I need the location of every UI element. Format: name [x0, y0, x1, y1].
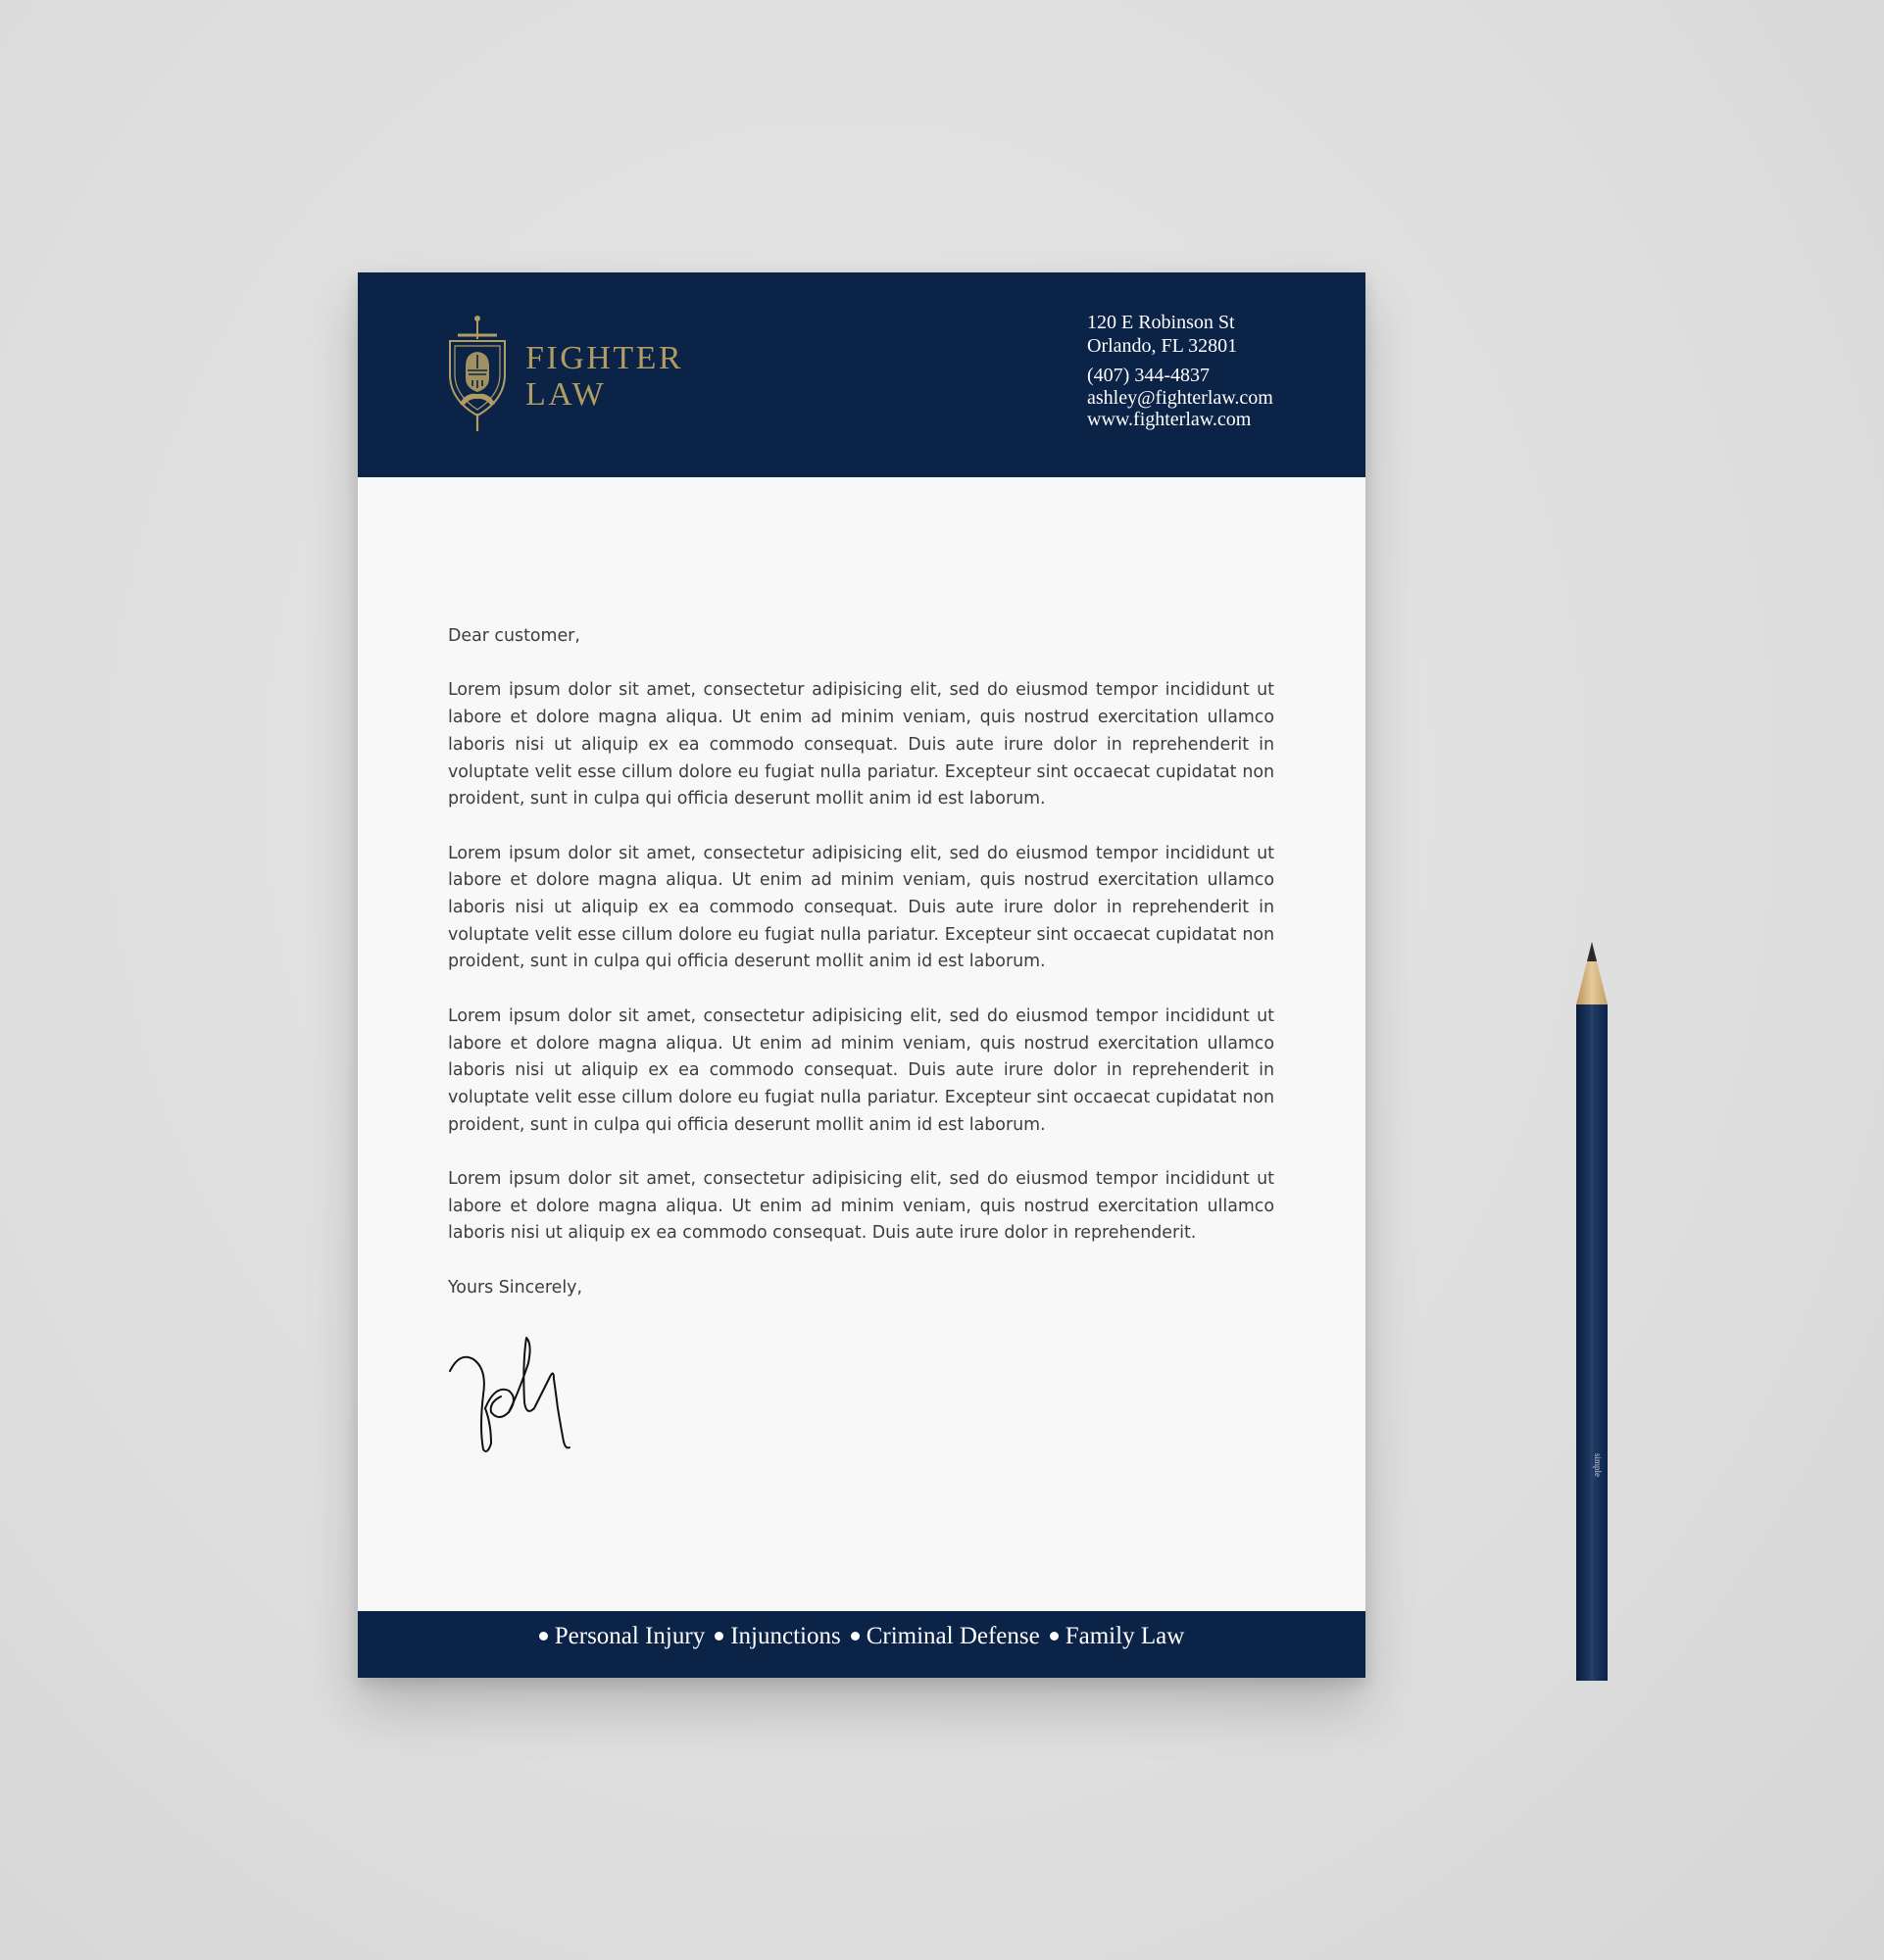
brand-wordmark	[525, 340, 683, 413]
service-label: Injunctions	[730, 1623, 841, 1649]
letter-closing: Yours Sincerely,	[448, 1277, 582, 1298]
pencil-icon	[1572, 936, 1611, 1681]
website-url: www.fighterlaw.com	[1087, 409, 1252, 430]
service-label: Family Law	[1065, 1623, 1185, 1649]
bullet-icon	[851, 1632, 860, 1641]
pencil-imprint: simple	[1593, 1453, 1603, 1477]
email-address: ashley@fighterlaw.com	[1087, 387, 1273, 409]
letter-paragraph: Lorem ipsum dolor sit amet, consectetur adipisicing elit, sed do eiusmod tempor incididunt ut labore et dolore magna aliqua. Ut enim ad minim veniam, quis nostrud exercitation ullamco laboris nisi ut aliquip ex ea commodo consequat. Duis aute irure dolor in reprehenderit in voluptate velit esse cillum dolore eu fugiat nulla pariatur. Excepteur sint occaecat cupidatat non proident, sunt in culpa qui officia deserunt mollit anim id est laborum.	[448, 680, 1274, 809]
service-item	[715, 1623, 841, 1650]
service-item	[1050, 1623, 1185, 1650]
bullet-icon	[1050, 1632, 1059, 1641]
brand-name-line2: LAW	[525, 376, 607, 413]
service-item	[851, 1623, 1040, 1650]
handwritten-signature-icon	[448, 1334, 575, 1455]
address-line2: Orlando, FL 32801	[1087, 335, 1238, 357]
letter-body	[448, 623, 1274, 1329]
bullet-icon	[715, 1632, 723, 1641]
letter-greeting: Dear customer,	[448, 626, 580, 646]
bullet-icon	[539, 1632, 548, 1641]
letter-paragraph: Lorem ipsum dolor sit amet, consectetur adipisicing elit, sed do eiusmod tempor incididunt ut labore et dolore magna aliqua. Ut enim ad minim veniam, quis nostrud exercitation ullamco laboris nisi ut aliquip ex ea commodo consequat. Duis aute irure dolor in reprehenderit in voluptate velit esse cillum dolore eu fugiat nulla pariatur. Excepteur sint occaecat cupidatat non proident, sunt in culpa qui officia deserunt mollit anim id est laborum.	[448, 843, 1274, 972]
brand-name-line1: FIGHTER	[525, 340, 684, 376]
letterhead-page	[358, 272, 1365, 1678]
letterhead-header	[358, 272, 1365, 477]
contact-block	[1087, 311, 1273, 430]
service-label: Personal Injury	[554, 1623, 706, 1649]
letterhead-footer	[358, 1611, 1365, 1678]
service-label: Criminal Defense	[866, 1623, 1040, 1649]
letter-paragraph: Lorem ipsum dolor sit amet, consectetur adipisicing elit, sed do eiusmod tempor incididunt ut labore et dolore magna aliqua. Ut enim ad minim veniam, quis nostrud exercitation ullamco laboris nisi ut aliquip ex ea commodo consequat. Duis aute irure dolor in reprehenderit in voluptate velit esse cillum dolore eu fugiat nulla pariatur. Excepteur sint occaecat cupidatat non proident, sunt in culpa qui officia deserunt mollit anim id est laborum.	[448, 1005, 1274, 1135]
service-item	[539, 1623, 705, 1650]
phone-number: (407) 344-4837	[1087, 365, 1210, 386]
knight-shield-logo-icon	[446, 316, 509, 433]
address-line1: 120 E Robinson St	[1087, 312, 1235, 333]
services-list	[358, 1623, 1365, 1650]
letter-paragraph: Lorem ipsum dolor sit amet, consectetur adipisicing elit, sed do eiusmod tempor incididunt ut labore et dolore magna aliqua. Ut enim ad minim veniam, quis nostrud exercitation ullamco laboris nisi ut aliquip ex ea commodo consequat. Duis aute irure dolor in reprehenderit.	[448, 1169, 1274, 1244]
